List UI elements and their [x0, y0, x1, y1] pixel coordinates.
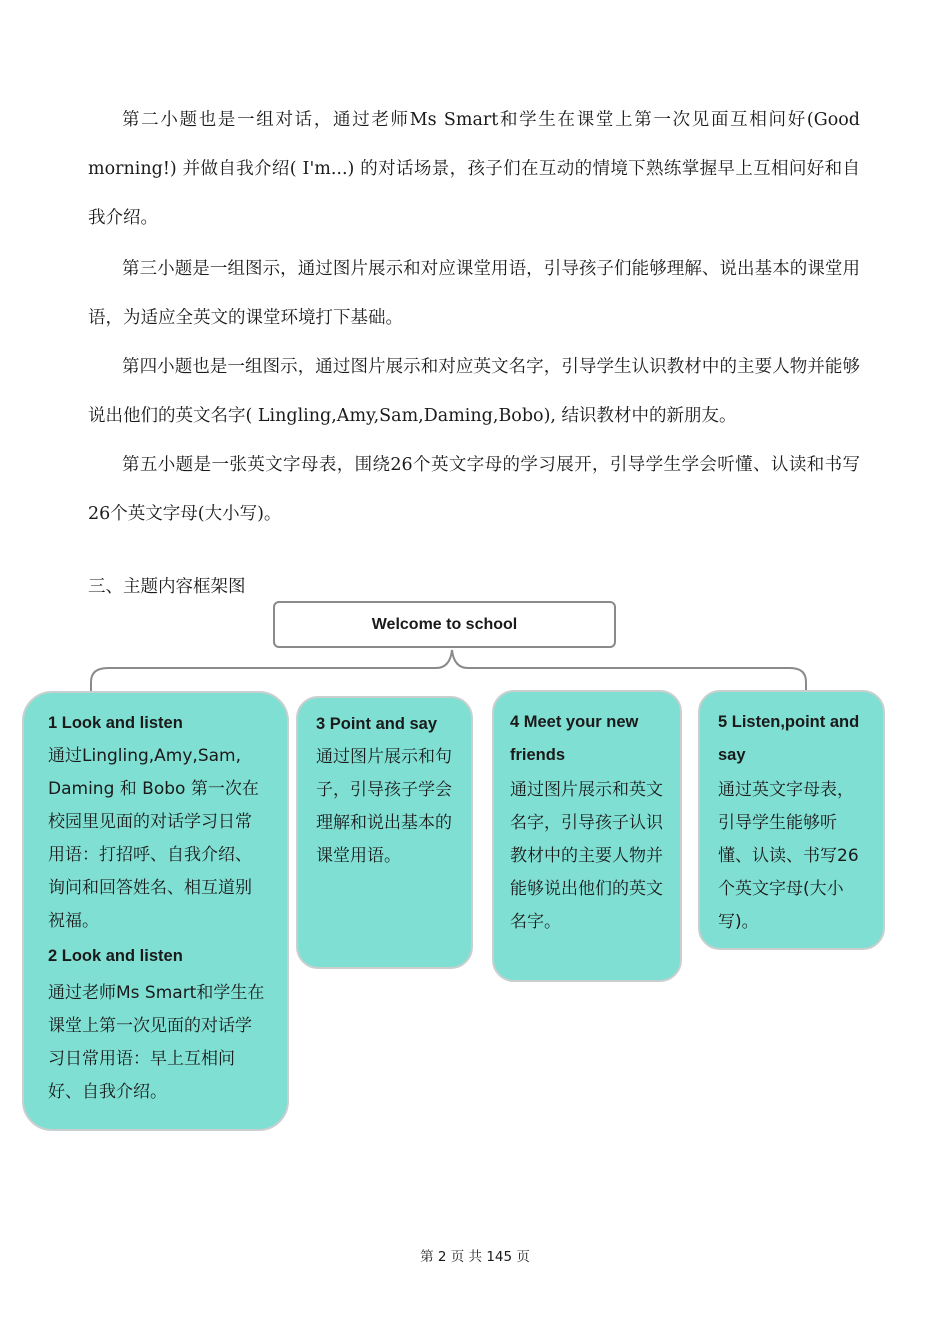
page-footer: 第 2 页 共 145 页 — [420, 1249, 530, 1265]
card3-heading: 4 Meet your new friends — [510, 713, 639, 764]
section-title: 三、主题内容框架图 — [88, 577, 246, 597]
card-point-and-say — [296, 696, 473, 969]
card4-heading: 5 Listen,point and say — [718, 713, 860, 764]
card4-text: 通过英文字母表，引导学生能够听懂、认读、书写26个英文字母(大小写)。 — [718, 780, 859, 932]
card-look-and-listen — [22, 691, 289, 1131]
root-node: Welcome to school — [273, 601, 616, 648]
card3-text: 通过图片展示和英文名字，引导孩子认识教材中的主要人物并能够说出他们的英文名字。 — [510, 780, 663, 932]
card2-text: 通过图片展示和句子，引导孩子学会理解和说出基本的课堂用语。 — [316, 747, 452, 866]
card-listen-point-say — [698, 690, 885, 950]
paragraph-5: 第五小题是一张英文字母表，围绕26个英文字母的学习展开，引导学生学会听懂、认读和书写26个英文字母(大小写)。 — [88, 455, 860, 524]
paragraph-3: 第三小题是一组图示，通过图片展示和对应课堂用语，引导孩子们能够理解、说出基本的课堂用语，为适应全英文的课堂环境打下基础。 — [88, 259, 860, 328]
card1-text: 通过Lingling,Amy,Sam, Daming 和 Bobo 第一次在校园里见面的对话学习日常用语：打招呼、自我介绍、询问和回答姓名、相互道别祝福。 — [48, 746, 259, 931]
card-meet-new-friends — [492, 690, 682, 982]
paragraph-4: 第四小题也是一组图示，通过图片展示和对应英文名字，引导学生认识教材中的主要人物并能够说出他们的英文名字( Lingling,Amy,Sam,Daming,Bobo), 结识教材中的新朋友。 — [88, 357, 860, 426]
paragraph-2: 第二小题也是一组对话，通过老师Ms Smart和学生在课堂上第一次见面互相问好(Good morning!) 并做自我介绍( I'm...) 的对话场景，孩子们在互动的情境下熟练掌握早上互相问好和自我介绍。 — [88, 110, 860, 228]
card2-heading: 3 Point and say — [316, 715, 438, 733]
connector-line — [91, 650, 806, 692]
card1-text-2: 通过老师Ms Smart和学生在课堂上第一次见面的对话学习日常用语：早上互相问好、自我介绍。 — [48, 983, 265, 1102]
card1-heading: 1 Look and listen — [48, 714, 183, 732]
card1-heading-2: 2 Look and listen — [48, 947, 183, 965]
